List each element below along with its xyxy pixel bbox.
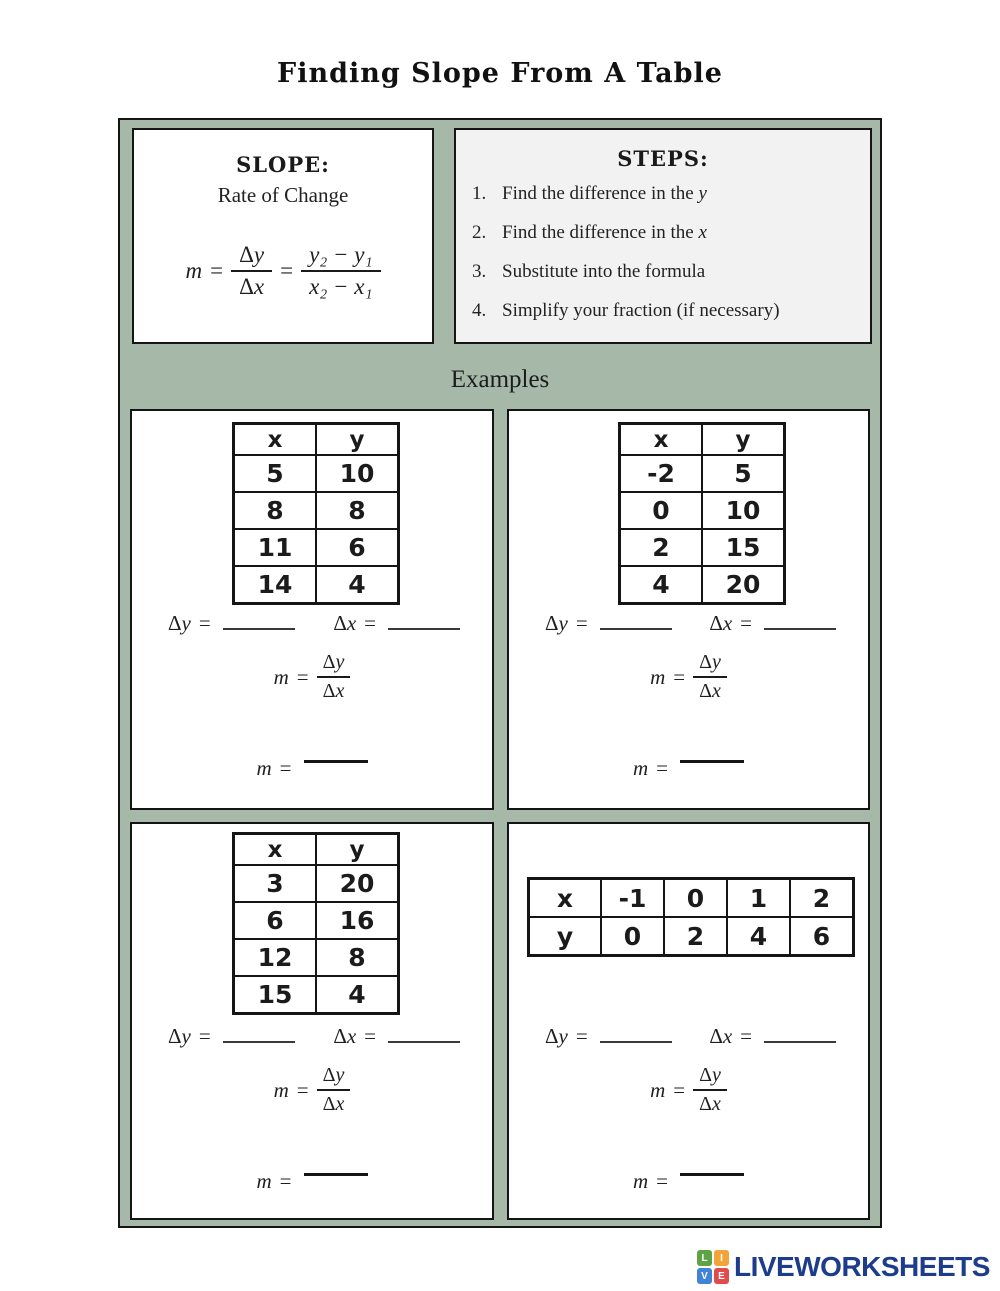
dy-answer-blank[interactable] [600,1025,672,1043]
dx-answer-blank[interactable] [388,1025,460,1043]
dx-label: Δx = [709,611,836,636]
dx-answer-blank[interactable] [764,1025,836,1043]
table-row: 6 16 [234,902,399,939]
example-1-table: x y 5 10 8 8 11 6 14 4 [232,422,400,605]
dy-answer-blank[interactable] [223,1025,295,1043]
example-panel-3 [130,822,494,1220]
example-panel-1 [130,409,494,810]
steps-box [454,128,872,344]
slope-subheading: Rate of Change [217,183,349,207]
table-row: x -1 0 1 2 [529,879,854,918]
delta-fraction: $\frac{\Delta y}{\Delta x}$ [231,242,272,301]
slope-heading: SLOPE: [236,152,330,177]
table-row: 8 8 [234,492,399,529]
m-answer-row: m = [132,1169,492,1194]
dy-label: Δy = [545,1024,672,1049]
m-answer-row: m = [132,756,492,781]
steps-heading: STEPS: [617,146,709,171]
slope-formula-reminder: m = $\frac{\Delta y}{\Delta x}$ [509,651,868,703]
dx-answer-blank[interactable] [764,612,836,630]
dx-label: Δx = [333,1024,460,1049]
table-row: 11 6 [234,529,399,566]
m-answer-blank[interactable] [304,760,368,763]
m-answer-blank[interactable] [680,1173,744,1176]
example-4-table [527,877,855,957]
table-row: 4 20 [620,566,785,604]
worksheet-title: Finding Slope From A Table [277,58,723,89]
example-panel-2 [507,409,870,810]
example-2-table: x y -2 5 0 10 2 15 4 20 [618,422,786,605]
example-panel-4 [507,822,870,1220]
worksheet-sheet [118,118,882,1228]
liveworksheets-logo-icon [697,1250,729,1284]
step-item-2: 2. Find the difference in the x [472,222,707,243]
examples-heading: Examples [450,366,550,393]
m-answer-row: m = [509,1169,868,1194]
dy-label: Δy = [545,611,672,636]
table-row: y 0 2 4 6 [529,917,854,956]
slope-definition-box [132,128,434,344]
table-row: 14 4 [234,566,399,604]
steps-list [456,183,870,322]
dx-label: Δx = [333,611,460,636]
equals-sign: = [210,258,224,284]
dy-label: Δy = [168,611,295,636]
step-item-1: 1. Find the difference in the y [472,183,707,204]
m-symbol: m [185,258,203,284]
logo-tile-v: V [697,1268,712,1284]
table-row: 0 10 [620,492,785,529]
dy-label: Δy = [168,1024,295,1049]
slope-formula-reminder: m = $\frac{\Delta y}{\Delta x}$ [509,1064,868,1116]
liveworksheets-logo-text: LIVEWORKSHEETS [734,1251,990,1282]
step-item-3: 3. Substitute into the formula [472,261,706,282]
dx-answer-blank[interactable] [388,612,460,630]
dy-answer-blank[interactable] [600,612,672,630]
logo-tile-e: E [714,1268,729,1284]
step-item-4: 4. Simplify your fraction (if necessary) [472,300,780,321]
m-answer-row: m = [509,756,868,781]
dy-answer-blank[interactable] [223,612,295,630]
table-row: 5 10 [234,455,399,492]
logo-tile-l: L [697,1250,712,1266]
dx-label: Δx = [709,1024,836,1049]
table-row: 15 4 [234,976,399,1014]
table-row: -2 5 [620,455,785,492]
m-answer-blank[interactable] [680,760,744,763]
logo-tile-i: I [714,1250,729,1266]
slope-formula-reminder: m = $\frac{\Delta y}{\Delta x}$ [132,651,492,703]
equals-sign: = [280,258,294,284]
slope-formula [134,242,432,301]
table-row: 3 20 [234,865,399,902]
table-row: 12 8 [234,939,399,976]
slope-formula-reminder: m = $\frac{\Delta y}{\Delta x}$ [132,1064,492,1116]
table-row: 2 15 [620,529,785,566]
example-3-table: x y 3 20 6 16 12 8 15 4 [232,832,400,1015]
liveworksheets-logo[interactable] [697,1250,990,1284]
m-answer-blank[interactable] [304,1173,368,1176]
coordinate-fraction: $\frac{\text{y₂ − y₁}}{\text{x₂ − x₁}}$ [301,242,380,301]
